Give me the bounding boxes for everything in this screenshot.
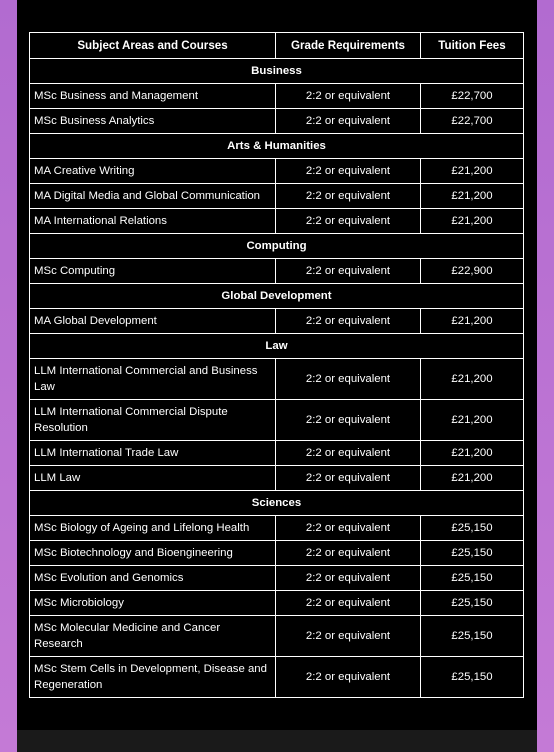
tuition-fee: £25,150 <box>421 541 524 566</box>
grade-requirement: 2:2 or equivalent <box>276 441 421 466</box>
course-name: MA International Relations <box>30 209 276 234</box>
section-row <box>30 284 524 309</box>
section-row <box>30 134 524 159</box>
table-row <box>30 400 524 441</box>
grade-requirement: 2:2 or equivalent <box>276 400 421 441</box>
course-name: MA Creative Writing <box>30 159 276 184</box>
section-row <box>30 59 524 84</box>
section-row <box>30 334 524 359</box>
tuition-fee: £25,150 <box>421 591 524 616</box>
tuition-fee: £21,200 <box>421 209 524 234</box>
header-subject: Subject Areas and Courses <box>30 33 276 59</box>
table-row <box>30 359 524 400</box>
table-row <box>30 566 524 591</box>
tuition-fee: £22,700 <box>421 84 524 109</box>
course-name: LLM International Trade Law <box>30 441 276 466</box>
course-name: MSc Computing <box>30 259 276 284</box>
table-row <box>30 309 524 334</box>
section-heading: Sciences <box>30 491 524 516</box>
table-row <box>30 84 524 109</box>
bottom-bar <box>17 730 537 752</box>
table-row <box>30 591 524 616</box>
table-row <box>30 109 524 134</box>
course-name: MSc Business and Management <box>30 84 276 109</box>
table-row <box>30 259 524 284</box>
grade-requirement: 2:2 or equivalent <box>276 84 421 109</box>
table-row <box>30 159 524 184</box>
courses-table <box>29 32 524 698</box>
course-name: MSc Biology of Ageing and Lifelong Health <box>30 516 276 541</box>
header-row <box>30 33 524 59</box>
course-name: LLM International Commercial and Business Law <box>30 359 276 400</box>
course-name: MSc Evolution and Genomics <box>30 566 276 591</box>
table-row <box>30 441 524 466</box>
course-name: MSc Biotechnology and Bioengineering <box>30 541 276 566</box>
grade-requirement: 2:2 or equivalent <box>276 184 421 209</box>
course-name: MSc Stem Cells in Development, Disease and Regeneration <box>30 657 276 698</box>
grade-requirement: 2:2 or equivalent <box>276 541 421 566</box>
tuition-fee: £21,200 <box>421 184 524 209</box>
course-name: MA Digital Media and Global Communication <box>30 184 276 209</box>
course-name: LLM Law <box>30 466 276 491</box>
grade-requirement: 2:2 or equivalent <box>276 591 421 616</box>
tuition-fee: £21,200 <box>421 466 524 491</box>
tuition-fee: £21,200 <box>421 309 524 334</box>
course-name: LLM International Commercial Dispute Resolution <box>30 400 276 441</box>
grade-requirement: 2:2 or equivalent <box>276 309 421 334</box>
grade-requirement: 2:2 or equivalent <box>276 657 421 698</box>
tuition-fee: £22,700 <box>421 109 524 134</box>
section-row <box>30 491 524 516</box>
table-row <box>30 541 524 566</box>
section-heading: Law <box>30 334 524 359</box>
course-name: MSc Molecular Medicine and Cancer Research <box>30 616 276 657</box>
tuition-fee: £21,200 <box>421 441 524 466</box>
table-row <box>30 516 524 541</box>
tuition-fee: £21,200 <box>421 359 524 400</box>
grade-requirement: 2:2 or equivalent <box>276 359 421 400</box>
table-row <box>30 616 524 657</box>
grade-requirement: 2:2 or equivalent <box>276 616 421 657</box>
tuition-fee: £25,150 <box>421 657 524 698</box>
table-body <box>30 59 524 698</box>
section-heading: Arts & Humanities <box>30 134 524 159</box>
grade-requirement: 2:2 or equivalent <box>276 109 421 134</box>
section-heading: Computing <box>30 234 524 259</box>
tuition-fee: £22,900 <box>421 259 524 284</box>
course-name: MSc Business Analytics <box>30 109 276 134</box>
course-name: MSc Microbiology <box>30 591 276 616</box>
tuition-fee: £25,150 <box>421 516 524 541</box>
section-heading: Global Development <box>30 284 524 309</box>
table-row <box>30 184 524 209</box>
grade-requirement: 2:2 or equivalent <box>276 259 421 284</box>
grade-requirement: 2:2 or equivalent <box>276 566 421 591</box>
tuition-fee: £25,150 <box>421 616 524 657</box>
section-row <box>30 234 524 259</box>
course-name: MA Global Development <box>30 309 276 334</box>
table-row <box>30 657 524 698</box>
grade-requirement: 2:2 or equivalent <box>276 466 421 491</box>
tuition-fee: £25,150 <box>421 566 524 591</box>
header-fees: Tuition Fees <box>421 33 524 59</box>
grade-requirement: 2:2 or equivalent <box>276 209 421 234</box>
grade-requirement: 2:2 or equivalent <box>276 159 421 184</box>
tuition-fee: £21,200 <box>421 400 524 441</box>
table-row <box>30 466 524 491</box>
grade-requirement: 2:2 or equivalent <box>276 516 421 541</box>
header-grade: Grade Requirements <box>276 33 421 59</box>
section-heading: Business <box>30 59 524 84</box>
table-row <box>30 209 524 234</box>
tuition-fee: £21,200 <box>421 159 524 184</box>
